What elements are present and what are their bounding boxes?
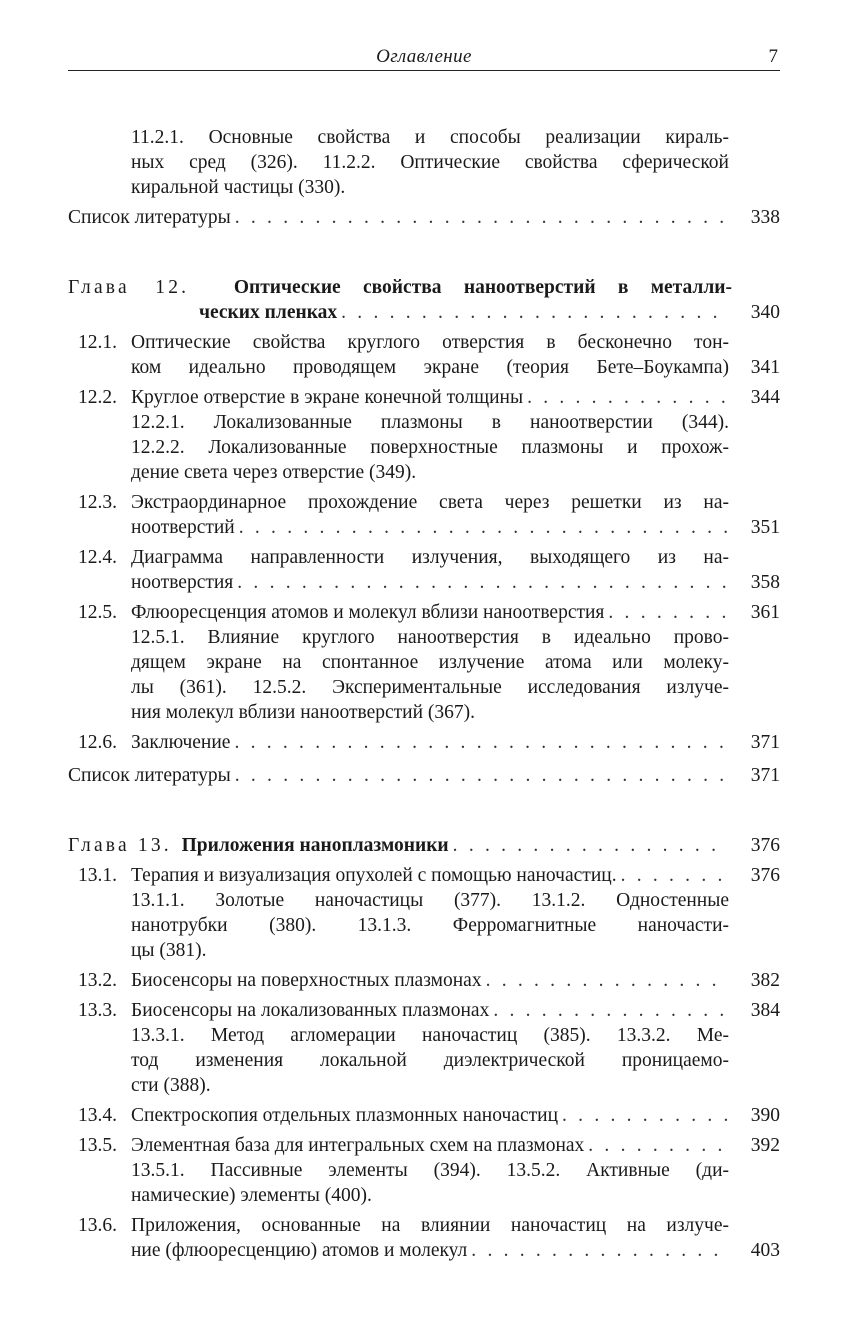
section-number: 13.4. — [78, 1105, 117, 1126]
dot-leader — [235, 763, 728, 789]
entry-page-number: 382 — [750, 970, 780, 991]
section-number: 13.3. — [78, 1000, 117, 1021]
toc-section-12-4[interactable]: Диаграмма направленности излучения, выходящего из на- — [131, 547, 729, 568]
entry-page-number: 384 — [750, 1000, 780, 1021]
dot-leader — [608, 600, 728, 626]
section-number: 13.5. — [78, 1135, 117, 1156]
toc-section-13-3[interactable] — [131, 998, 732, 1024]
dot-leader — [621, 863, 728, 889]
section-title: Биосенсоры на поверхностных плазмонах — [131, 970, 482, 991]
toc-chapter-13[interactable] — [68, 833, 732, 859]
entry-page-number: 392 — [750, 1135, 780, 1156]
dot-leader — [588, 1133, 728, 1159]
toc-subentry-line: 12.2.2. Локализованные поверхностные плазмоны и прохож- — [131, 437, 729, 458]
toc-subentry-line: нанотрубки (380). 13.1.3. Ферромагнитные наночасти- — [131, 915, 729, 936]
toc-subentry-line: дение света через отверстие (349). — [131, 462, 417, 483]
toc-subentry-line: 11.2.1. Основные свойства и способы реализации кираль- — [131, 127, 729, 148]
dot-leader — [471, 1238, 728, 1264]
entry-title: Список литературы — [68, 207, 231, 228]
entry-page-number: 340 — [750, 302, 780, 323]
section-number: 13.6. — [78, 1215, 117, 1236]
toc-section-12-6[interactable] — [131, 730, 732, 756]
entry-title: Список литературы — [68, 765, 231, 786]
dot-leader — [239, 515, 728, 541]
dot-leader — [493, 998, 728, 1024]
running-header — [68, 40, 780, 71]
dot-leader — [562, 1103, 728, 1129]
toc-subentry-line: ных сред (326). 11.2.2. Оптические свойства сферической — [131, 152, 729, 173]
toc-section-13-4[interactable] — [131, 1103, 732, 1129]
entry-page-number: 371 — [750, 732, 780, 753]
section-title-cont: ком идеально проводящем экране (теория Бете–Боукампа) — [131, 357, 729, 378]
toc-subentry-line: намические) элементы (400). — [131, 1185, 372, 1206]
header-title: Оглавление — [376, 46, 472, 67]
entry-page-number: 371 — [750, 765, 780, 786]
chapter-label: Глава 13. — [68, 835, 172, 856]
toc-subentry-line: 13.1.1. Золотые наночастицы (377). 13.1.2. Одностенные — [131, 890, 729, 911]
entry-page-number: 376 — [750, 865, 780, 886]
chapter-label: Глава 12. — [68, 277, 190, 298]
section-title: Спектроскопия отдельных плазмонных наночастиц — [131, 1105, 559, 1126]
toc-entry-bibliography[interactable] — [68, 763, 732, 789]
entry-page-number: 344 — [750, 387, 780, 408]
section-number: 12.5. — [78, 602, 117, 623]
toc-subentry-line: цы (381). — [131, 940, 207, 961]
toc-page — [68, 40, 780, 1261]
section-title: Заключение — [131, 732, 231, 753]
toc-subentry-line: киральной частицы (330). — [131, 177, 346, 198]
toc-subentry-line: лы (361). 12.5.2. Экспериментальные исследования излуче- — [131, 677, 729, 698]
section-title: ние (флюоресценцию) атомов и молекул — [131, 1240, 468, 1261]
entry-page-number: 403 — [750, 1240, 780, 1261]
section-title: ноотверстий — [131, 517, 235, 538]
section-title: Флюоресценция атомов и молекул вблизи наноотверстия — [131, 602, 605, 623]
dot-leader — [235, 205, 728, 231]
toc-subentry-line: ния молекул вблизи наноотверстий (367). — [131, 702, 476, 723]
section-number: 12.4. — [78, 547, 117, 568]
toc-subentry-line: дящем экране на спонтанное излучение атома или молеку- — [131, 652, 729, 673]
chapter-title-cont: ческих пленках — [199, 302, 338, 323]
section-number: 12.3. — [78, 492, 117, 513]
toc-subentry-line: 12.5.1. Влияние круглого наноотверстия в идеально прово- — [131, 627, 729, 648]
toc-subentry-line: тод изменения локальной диэлектрической проницаемо- — [131, 1050, 729, 1071]
toc-subentry-line: 13.5.1. Пассивные элементы (394). 13.5.2. Активные (ди- — [131, 1160, 729, 1181]
entry-page-number: 341 — [750, 357, 780, 378]
section-number: 12.6. — [78, 732, 117, 753]
toc-section-13-1[interactable] — [131, 863, 732, 889]
toc-entry-bibliography[interactable] — [68, 205, 732, 231]
section-title-cont — [131, 570, 732, 596]
section-title: Элементная база для интегральных схем на плазмонах — [131, 1135, 585, 1156]
entry-page-number: 376 — [750, 835, 780, 856]
dot-leader — [527, 385, 728, 411]
section-title-cont — [131, 515, 732, 541]
chapter-title: Приложения наноплазмоники — [181, 835, 449, 856]
toc-section-12-5[interactable] — [131, 600, 732, 626]
section-title: ноотверстия — [131, 572, 234, 593]
chapter-heading — [68, 833, 449, 859]
entry-page-number: 358 — [750, 572, 780, 593]
dot-leader — [486, 968, 728, 994]
entry-page-number: 338 — [750, 207, 780, 228]
toc-chapter-12-cont[interactable] — [199, 300, 732, 326]
section-title-cont — [131, 1238, 732, 1264]
entry-page-number: 390 — [750, 1105, 780, 1126]
section-title: Терапия и визуализация опухолей с помощью наночастиц. — [131, 865, 617, 886]
section-title: Биосенсоры на локализованных плазмонах — [131, 1000, 490, 1021]
dot-leader — [234, 730, 728, 756]
section-number: 13.1. — [78, 865, 117, 886]
chapter-title: Оптические свойства наноотверстий в металли- — [233, 277, 732, 298]
entry-page-number: 361 — [750, 602, 780, 623]
section-number: 12.2. — [78, 387, 117, 408]
toc-section-12-2[interactable] — [131, 385, 732, 411]
toc-subentry-line: 12.2.1. Локализованные плазмоны в наноотверстии (344). — [131, 412, 729, 433]
header-page-number: 7 — [768, 46, 778, 67]
dot-leader — [453, 833, 728, 859]
entry-page-number: 351 — [750, 517, 780, 538]
section-number: 13.2. — [78, 970, 117, 991]
toc-section-13-6[interactable]: Приложения, основанные на влиянии наночастиц на излуче- — [131, 1215, 729, 1236]
toc-section-12-1[interactable]: Оптические свойства круглого отверстия в бесконечно тон- — [131, 332, 729, 353]
section-number: 12.1. — [78, 332, 117, 353]
dot-leader — [237, 570, 728, 596]
toc-subentry-line: 13.3.1. Метод агломерации наночастиц (385). 13.3.2. Ме- — [131, 1025, 729, 1046]
dot-leader — [341, 300, 728, 326]
section-title: Круглое отверстие в экране конечной толщины — [131, 387, 524, 408]
toc-chapter-12[interactable] — [68, 275, 732, 301]
toc-section-13-5[interactable] — [131, 1133, 732, 1159]
toc-section-12-3[interactable]: Экстраординарное прохождение света через решетки из на- — [131, 492, 729, 513]
toc-subentry-line: сти (388). — [131, 1075, 211, 1096]
toc-section-13-2[interactable] — [131, 968, 732, 994]
